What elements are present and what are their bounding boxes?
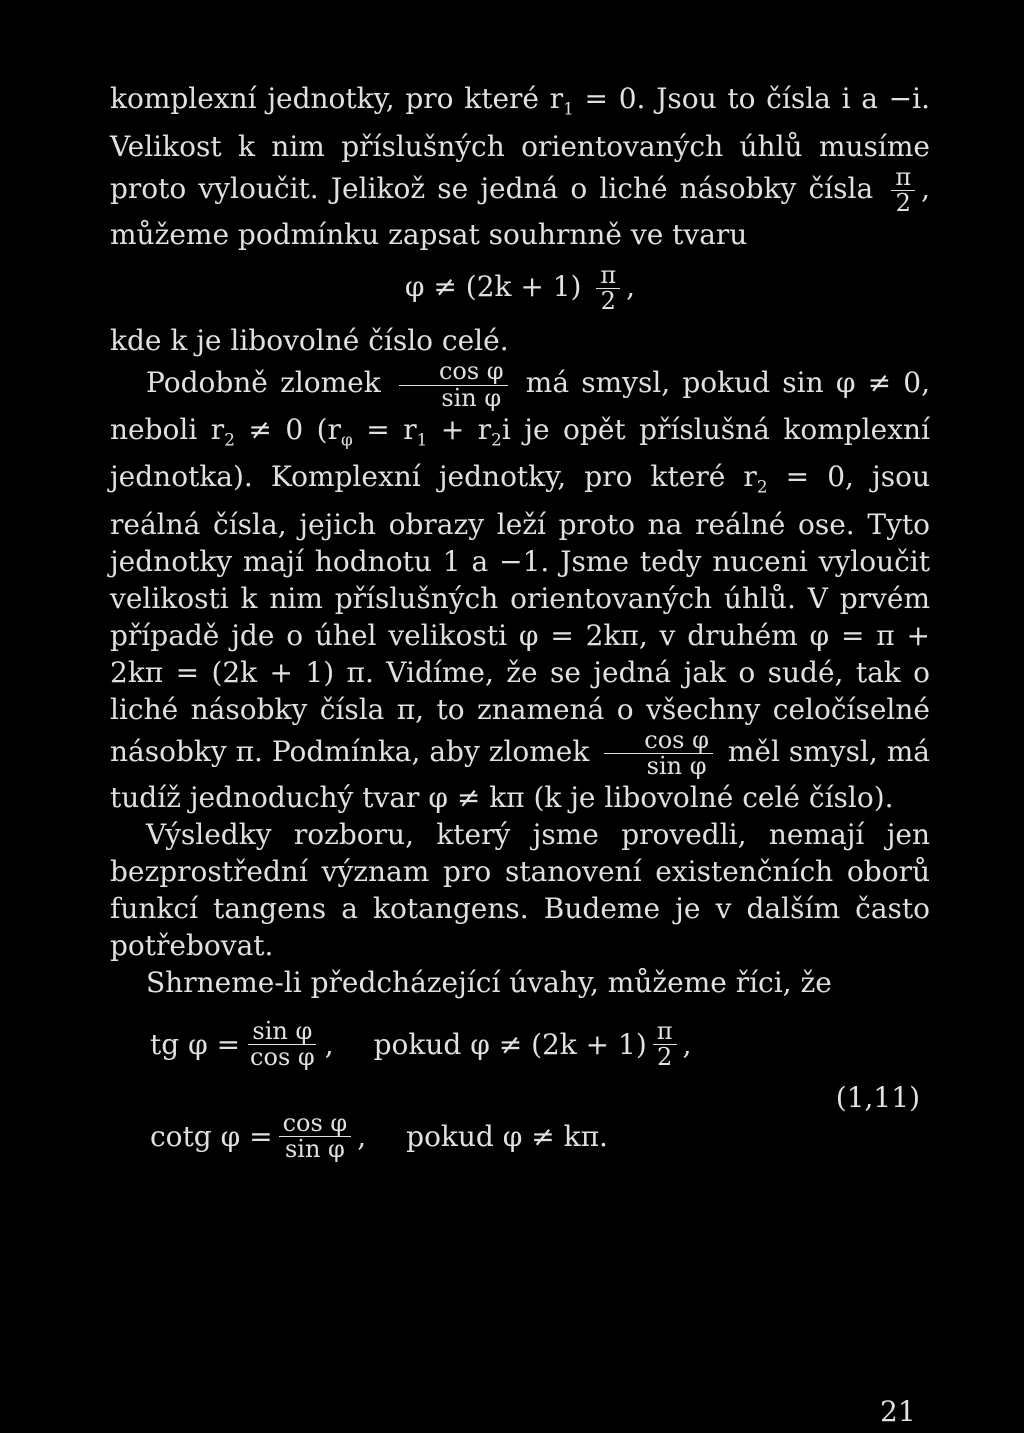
denominator: sin φ	[284, 1135, 345, 1164]
numerator: π	[891, 165, 915, 191]
denominator: sin φ	[646, 752, 707, 781]
fraction-cos-over-sin	[604, 725, 713, 781]
denominator: 2	[657, 1043, 673, 1072]
formula-condition: pokud φ ≠ kπ.	[406, 1120, 608, 1154]
subscript: 2	[491, 429, 502, 450]
comma: ,	[626, 270, 636, 304]
text: i je opět příslušná komplexní jednotka). Komplexní jednotky, pro které r	[110, 412, 930, 494]
text: = r	[352, 412, 417, 446]
denominator: sin φ	[441, 383, 502, 412]
text: Podobně zlomek	[146, 366, 381, 400]
formula-lhs: tg φ =	[150, 1028, 241, 1062]
paragraph-2: kde k je libovolné číslo celé.	[110, 324, 509, 358]
text: + r	[427, 412, 492, 446]
subscript: 1	[563, 98, 574, 119]
fraction-cos-over-sin	[279, 1111, 352, 1162]
equation-number: (1,11)	[835, 1081, 920, 1115]
page-number: 21	[880, 1395, 916, 1428]
text: = 0, jsou reálná čísla, jejich obrazy leží proto na reálné ose. Tyto jednotky mají hodnotu 1 a −1. Jsme tedy nuceni vyloučit velikosti k nim příslušných orientovaných úhlů. V prvém případě jde o úhel velikosti φ = 2kπ, v druhém φ = π + 2kπ = (2k + 1) π. Vidíme, že se jedná jak o sudé, tak o liché násobky čísla π, to znamená o všechny celočíselné násobky π. Podmínka, aby zlomek	[110, 460, 930, 769]
numerator: sin φ	[248, 1019, 316, 1045]
fraction-pi-over-2	[891, 162, 915, 217]
text: , můžeme podmínku zapsat souhrnně ve tvaru	[110, 171, 930, 251]
formula-condition: pokud φ ≠ (2k + 1)	[373, 1028, 647, 1062]
paragraph-3	[110, 359, 930, 816]
text: komplexní jednotky, pro které r	[110, 82, 564, 115]
cotangent-formula	[150, 1111, 608, 1162]
formula-text: φ ≠ (2k + 1)	[404, 270, 582, 304]
paragraph-4: Výsledky rozboru, který jsme provedli, nemají jen bezprostřední význam pro stanovení existenčních oborů funkcí tangens a kotangens. Budeme je v dalším často potřebovat.	[110, 818, 930, 963]
fraction-cos-over-sin	[399, 359, 508, 410]
denominator: cos φ	[250, 1043, 315, 1072]
comma: ,	[357, 1120, 367, 1154]
denominator: 2	[895, 188, 911, 217]
text: má smysl, pokud sin φ ≠ 0, neboli r	[110, 366, 931, 446]
subscript: 2	[756, 476, 768, 497]
paragraph-5: Shrneme-li předcházející úvahy, můžeme říci, že	[146, 966, 832, 1000]
formula-lhs: cotg φ =	[150, 1120, 273, 1154]
formula-block-1-11	[110, 1019, 930, 1189]
subscript: 1	[416, 429, 428, 450]
fraction-pi-over-2	[596, 260, 620, 316]
paragraph-1	[110, 80, 930, 253]
tangent-formula	[150, 1019, 691, 1070]
text: měl smysl, má tudíž jednoduchý tvar φ ≠ kπ (k je libovolné celé číslo).	[110, 735, 930, 815]
numerator: cos φ	[604, 728, 713, 754]
subscript: φ	[340, 429, 353, 450]
numerator: cos φ	[399, 359, 508, 385]
document-page	[110, 80, 930, 1189]
numerator: cos φ	[279, 1111, 352, 1137]
comma: ,	[682, 1028, 692, 1062]
fraction-pi-over-2	[653, 1019, 677, 1070]
denominator: 2	[600, 287, 616, 316]
display-formula-1	[110, 260, 930, 316]
text: = 0. Jsou to čísla i a −i. Velikost k nim příslušných orientovaných úhlů musíme proto vyloučit. Jelikož se jedná o liché násobky čísla	[110, 82, 930, 205]
numerator: π	[596, 263, 620, 289]
numerator: π	[653, 1019, 677, 1045]
fraction-sin-over-cos	[246, 1019, 319, 1070]
subscript: 2	[224, 429, 235, 450]
comma: ,	[324, 1028, 334, 1062]
text: ≠ 0 (r	[234, 412, 341, 446]
